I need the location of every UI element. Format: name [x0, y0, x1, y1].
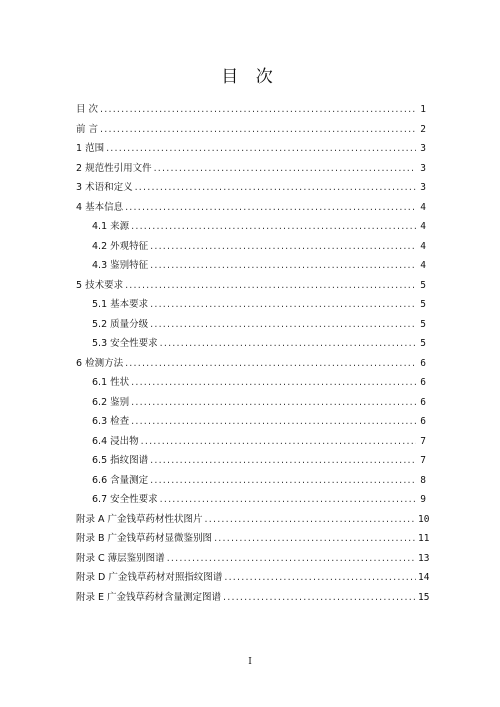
- toc-entry-page: 5: [420, 279, 426, 291]
- toc-leader-dots: [150, 471, 416, 491]
- toc-leader-dots: [106, 139, 416, 159]
- toc-entry-label: 3 术语和定义: [76, 182, 133, 193]
- toc-leader-dots: [214, 529, 416, 549]
- toc-entry-label: 6.6 含量测定: [92, 474, 149, 486]
- toc-leader-dots: [167, 549, 416, 569]
- toc-entry-page: 5: [420, 318, 426, 330]
- toc-entry-label: 4.3 鉴别特征: [92, 260, 149, 271]
- toc-leader-dots: [224, 568, 416, 588]
- toc-leader-dots: [131, 217, 416, 237]
- toc-entry-label: 附录 E 广金钱草药材含量测定图谱: [76, 591, 222, 603]
- toc-subentry[interactable]: [76, 256, 426, 276]
- toc-entry-label: 6 检测方法: [76, 357, 124, 369]
- toc-leader-dots: [135, 178, 416, 198]
- toc-entry[interactable]: [76, 198, 426, 218]
- toc-entry-page: 1: [420, 104, 426, 115]
- toc-leader-dots: [100, 120, 416, 140]
- toc-entry-page: 7: [420, 435, 426, 447]
- toc-entry-page: 5: [420, 338, 426, 349]
- toc-title: 目 次: [221, 67, 279, 87]
- toc-entry-page: 3: [420, 182, 426, 193]
- toc-subentry[interactable]: [76, 490, 426, 510]
- toc-entry[interactable]: [76, 510, 430, 530]
- toc-leader-dots: [125, 276, 416, 296]
- toc-entry-label: 4.1 来源: [92, 221, 130, 232]
- toc-entry[interactable]: [76, 100, 426, 120]
- toc-leader-dots: [131, 393, 416, 413]
- toc-leader-dots: [150, 315, 416, 335]
- toc-entry-page: 6: [420, 357, 426, 369]
- toc-entry-page: 2: [420, 123, 426, 135]
- toc-entry-label: 6.2 鉴别: [92, 396, 130, 408]
- toc-leader-dots: [154, 159, 416, 179]
- toc-entry-label: 附录 C 薄层鉴别图谱: [76, 552, 165, 564]
- toc-leader-dots: [125, 354, 416, 374]
- toc-entry-page: 5: [420, 299, 426, 310]
- toc-entry-label: 4.2 外观特征: [92, 240, 149, 252]
- toc-leader-dots: [160, 334, 416, 354]
- toc-entry-label: 目 次: [76, 104, 99, 115]
- toc-subentry[interactable]: [76, 295, 426, 315]
- toc-leader-dots: [131, 373, 416, 393]
- toc-subentry[interactable]: [76, 334, 426, 354]
- toc-entry[interactable]: [76, 568, 430, 588]
- toc-entry[interactable]: [76, 549, 430, 569]
- toc-entry-page: 13: [418, 552, 430, 564]
- toc-entry-page: 6: [420, 377, 426, 388]
- table-of-contents: [76, 100, 430, 607]
- toc-entry-label: 6.3 检查: [92, 416, 130, 427]
- toc-entry-label: 6.7 安全性要求: [92, 494, 158, 505]
- toc-leader-dots: [223, 588, 416, 608]
- toc-entry[interactable]: [76, 159, 426, 179]
- toc-entry-page: 3: [420, 143, 426, 154]
- toc-leader-dots: [160, 490, 416, 510]
- toc-entry-page: 4: [420, 260, 426, 271]
- toc-entry-label: 5.3 安全性要求: [92, 338, 158, 349]
- toc-entry-page: 6: [420, 396, 426, 408]
- toc-entry-page: 8: [420, 474, 426, 486]
- toc-leader-dots: [125, 198, 416, 218]
- toc-entry[interactable]: [76, 529, 430, 549]
- toc-leader-dots: [150, 256, 416, 276]
- toc-entry-page: 4: [420, 221, 426, 232]
- toc-entry-label: 6.4 浸出物: [92, 435, 139, 447]
- toc-entry-label: 6.1 性状: [92, 377, 130, 388]
- toc-entry-page: 4: [420, 240, 426, 252]
- toc-entry[interactable]: [76, 276, 426, 296]
- toc-entry-label: 5.2 质量分级: [92, 318, 149, 330]
- toc-subentry[interactable]: [76, 237, 426, 257]
- toc-entry-label: 4 基本信息: [76, 201, 124, 213]
- toc-entry-page: 15: [418, 591, 430, 603]
- toc-entry[interactable]: [76, 354, 426, 374]
- toc-entry[interactable]: [76, 178, 426, 198]
- toc-entry-label: 1 范围: [76, 143, 105, 154]
- toc-subentry[interactable]: [76, 217, 426, 237]
- toc-leader-dots: [100, 100, 416, 120]
- toc-entry-label: 5.1 基本要求: [92, 299, 149, 310]
- toc-entry-label: 前 言: [76, 123, 99, 135]
- toc-entry-page: 7: [420, 455, 426, 466]
- page-number-footer: I: [248, 657, 252, 667]
- toc-leader-dots: [141, 432, 416, 452]
- toc-entry-label: 附录 B 广金钱草药材显微鉴别图: [76, 533, 213, 544]
- toc-entry-page: 10: [418, 513, 430, 525]
- toc-leader-dots: [150, 237, 416, 257]
- toc-subentry[interactable]: [76, 373, 426, 393]
- toc-entry[interactable]: [76, 139, 426, 159]
- toc-subentry[interactable]: [76, 432, 426, 452]
- toc-subentry[interactable]: [76, 451, 426, 471]
- toc-entry-label: 附录 D 广金钱草药材对照指纹图谱: [76, 572, 223, 583]
- toc-leader-dots: [150, 295, 416, 315]
- toc-entry[interactable]: [76, 588, 430, 608]
- toc-entry[interactable]: [76, 120, 426, 140]
- toc-leader-dots: [150, 451, 416, 471]
- toc-subentry[interactable]: [76, 471, 426, 491]
- toc-entry-page: 14: [418, 572, 430, 583]
- toc-subentry[interactable]: [76, 412, 426, 432]
- toc-subentry[interactable]: [76, 393, 426, 413]
- toc-entry-label: 附录 A 广金钱草药材性状图片: [76, 513, 203, 525]
- toc-leader-dots: [205, 510, 416, 530]
- toc-entry-page: 3: [420, 162, 426, 174]
- toc-entry-page: 6: [420, 416, 426, 427]
- toc-entry-page: 11: [418, 533, 430, 544]
- toc-entry-page: 9: [420, 494, 426, 505]
- toc-entry-label: 6.5 指纹图谱: [92, 455, 149, 466]
- toc-entry-page: 4: [420, 201, 426, 213]
- toc-entry-label: 2 规范性引用文件: [76, 162, 152, 174]
- toc-entry-label: 5 技术要求: [76, 279, 124, 291]
- toc-leader-dots: [131, 412, 416, 432]
- toc-subentry[interactable]: [76, 315, 426, 335]
